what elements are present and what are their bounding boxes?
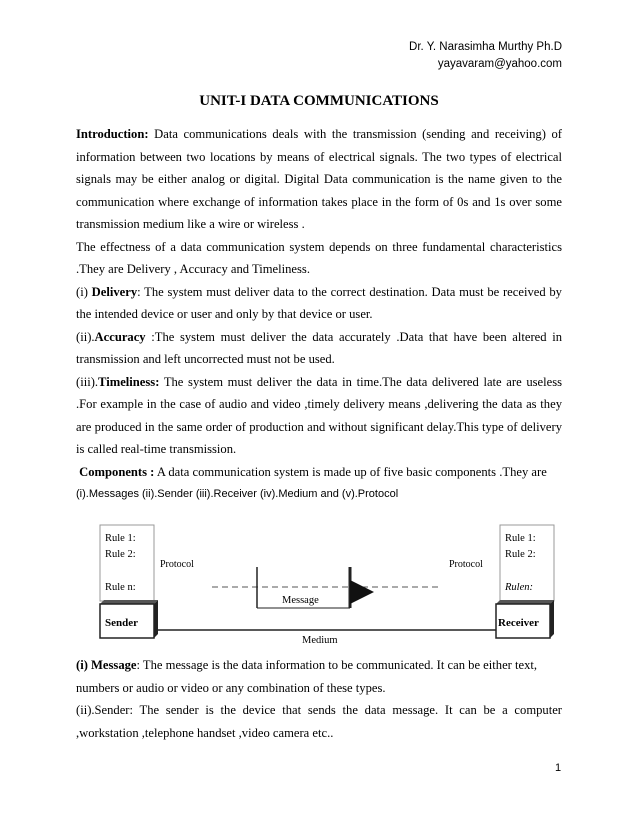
right-rule-n: Rulen: (505, 582, 533, 593)
author-name: Dr. Y. Narasimha Murthy Ph.D (409, 41, 562, 53)
message-label: Message (282, 595, 319, 606)
diagram-svg (92, 522, 562, 647)
sender-label: Sender (105, 617, 138, 629)
message-def-label: (i) Message (76, 658, 137, 672)
sender-definition: (ii).Sender: The sender is the device that sends the data message. It can be a computer ,workstation ,telephone handset ,video camera etc.. (76, 703, 562, 740)
right-rule-1: Rule 1: (505, 533, 536, 544)
effectiveness-paragraph: The effectness of a data communication system depends on three fundamental characteristics .They are Delivery , Accuracy and Timeliness. (76, 239, 562, 276)
timeliness-paragraph (76, 371, 562, 461)
delivery-label: Delivery (91, 284, 138, 299)
author-email: yayavaram@yahoo.com (437, 58, 562, 70)
communication-diagram (92, 522, 562, 647)
accuracy-label: Accuracy (94, 329, 146, 344)
left-protocol-label: Protocol (160, 559, 194, 570)
right-rule-2: Rule 2: (505, 549, 536, 560)
page-title: UNIT-I DATA COMMUNICATIONS (199, 93, 439, 109)
right-protocol-label: Protocol (449, 559, 483, 570)
left-rule-2: Rule 2: (105, 549, 136, 560)
author-header (409, 39, 562, 73)
timeliness-label: Timeliness: (98, 374, 160, 389)
page-number: 1 (555, 762, 562, 774)
main-text (76, 123, 562, 506)
timeliness-text: The system must deliver the data in time.The data delivered late are useless .For example in the case of audio and video ,timely delivery means ,delivering the data as they are produced in the same order of production and without significant delay.This type of delivery is called real-time transmission. (76, 374, 562, 456)
components-text: A data communication system is made up of five basic components .They are (154, 464, 547, 479)
receiver-label: Receiver (498, 617, 539, 629)
medium-label: Medium (302, 635, 338, 646)
accuracy-prefix: (ii). (76, 329, 95, 344)
left-rule-1: Rule 1: (105, 533, 136, 544)
message-def-text: : The message is the data information to be communicated. It can be either text, numbers or audio or video or any combination of these types. (76, 658, 538, 695)
components-label: Components : (79, 464, 155, 479)
delivery-prefix: (i) (76, 284, 92, 299)
accuracy-paragraph (76, 326, 562, 371)
message-arrow (350, 580, 374, 604)
components-paragraph (76, 461, 562, 484)
components-list: (i).Messages (ii).Sender (iii).Receiver (iv).Medium and (v).Protocol (76, 488, 399, 500)
delivery-paragraph (76, 281, 562, 326)
intro-text: Data communications deals with the transmission (sending and receiving) of information between two locations by means of electrical signals. The two types of electrical signals may be either analog or digital. Digital Data communication is the name given to the communication where exchange of information takes place in the form of 0s and 1s over some transmission medium like a wire or wireless . (76, 127, 562, 231)
intro-paragraph (76, 123, 562, 236)
timeliness-prefix: (iii). (76, 374, 99, 389)
delivery-text: : The system must deliver data to the correct destination. Data must be received by the intended device or user and only by that device or user. (76, 284, 562, 321)
message-definition (76, 654, 562, 699)
definitions-text (76, 654, 562, 744)
accuracy-text: :The system must deliver the data accurately .Data that have been altered in transmission and left uncorrected must not be used. (76, 329, 562, 366)
intro-label: Introduction: (76, 127, 149, 141)
left-rule-n: Rule n: (105, 582, 136, 593)
